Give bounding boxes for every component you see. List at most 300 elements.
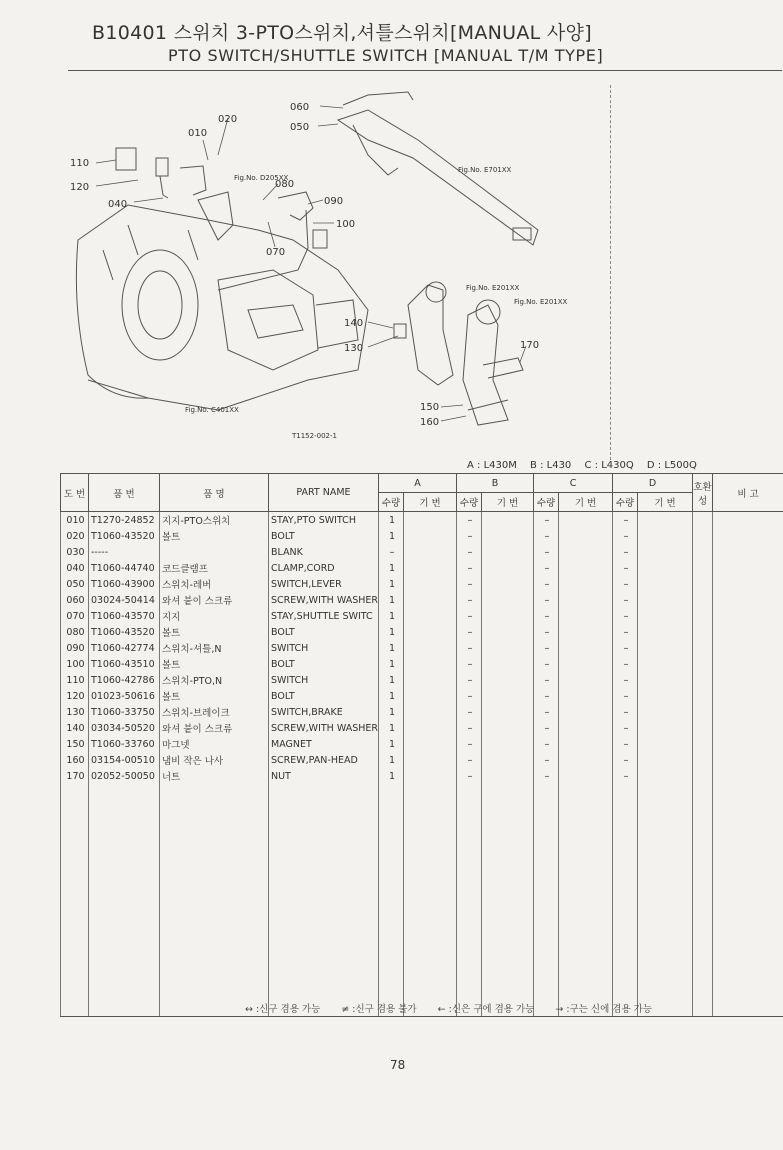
callout-160: 160 — [420, 417, 440, 428]
cell-base-d — [638, 608, 693, 624]
cell-compat — [693, 768, 713, 784]
cell-remarks — [713, 720, 783, 736]
cell-part-name: SCREW,WITH WASHER — [269, 720, 379, 736]
cell-base-a — [404, 672, 457, 688]
cell-remarks — [713, 544, 783, 560]
header-part-no: 품 번 — [89, 474, 160, 512]
filler-cell — [89, 784, 160, 1017]
cell-compat — [693, 752, 713, 768]
filler-cell — [61, 784, 89, 1017]
table-row — [61, 736, 783, 752]
cell-qty-c: – — [534, 576, 559, 592]
callout-020: 020 — [218, 114, 238, 125]
model-d: D : L500Q — [646, 460, 697, 471]
cell-base-c — [559, 656, 613, 672]
filler-cell — [269, 784, 379, 1017]
header-qty-a: 수량 — [379, 493, 404, 512]
cell-figure-no: 120 — [61, 688, 89, 704]
cell-base-c — [559, 528, 613, 544]
cell-base-b — [482, 720, 534, 736]
header-group-c: C — [534, 474, 613, 493]
fig-ref-c401: Fig.No. C401XX — [185, 406, 239, 414]
cell-base-c — [559, 720, 613, 736]
cell-remarks — [713, 656, 783, 672]
cell-base-a — [404, 736, 457, 752]
filler-cell — [559, 784, 613, 1017]
cell-name-ko: 너트 — [160, 768, 269, 784]
cell-base-a — [404, 640, 457, 656]
fig-ref-e201-a: Fig.No. E201XX — [466, 284, 520, 292]
cell-qty-c: – — [534, 608, 559, 624]
cell-qty-d: – — [613, 704, 638, 720]
cell-figure-no: 020 — [61, 528, 89, 544]
cell-base-b — [482, 560, 534, 576]
cell-figure-no: 040 — [61, 560, 89, 576]
cell-qty-c: – — [534, 656, 559, 672]
filler-cell — [713, 784, 783, 1017]
cell-base-b — [482, 576, 534, 592]
cell-qty-d: – — [613, 624, 638, 640]
header-base-c: 기 번 — [559, 493, 613, 512]
cell-part-no: T1060-43570 — [89, 608, 160, 624]
cell-remarks — [713, 592, 783, 608]
cell-part-name: SWITCH,BRAKE — [269, 704, 379, 720]
callout-080: 080 — [275, 179, 295, 190]
cell-base-d — [638, 576, 693, 592]
cell-base-b — [482, 688, 534, 704]
cell-qty-a: 1 — [379, 512, 404, 529]
pto-switch-assembly — [116, 148, 327, 290]
cell-base-c — [559, 592, 613, 608]
cell-name-ko: 와셔 붙이 스크류 — [160, 720, 269, 736]
cell-name-ko: 스위치-레버 — [160, 576, 269, 592]
cell-figure-no: 070 — [61, 608, 89, 624]
cell-base-a — [404, 752, 457, 768]
cell-qty-d: – — [613, 736, 638, 752]
cell-base-d — [638, 592, 693, 608]
cell-qty-c: – — [534, 672, 559, 688]
cell-qty-b: – — [457, 576, 482, 592]
cell-qty-c: – — [534, 640, 559, 656]
cell-compat — [693, 688, 713, 704]
header-name-ko: 품 명 — [160, 474, 269, 512]
cell-part-no: T1060-42786 — [89, 672, 160, 688]
header-compatibility: 호환성 — [693, 474, 713, 512]
cell-qty-b: – — [457, 624, 482, 640]
cell-qty-b: – — [457, 512, 482, 529]
cell-remarks — [713, 608, 783, 624]
cell-base-a — [404, 704, 457, 720]
cell-name-ko: 스위치-PTO,N — [160, 672, 269, 688]
cell-qty-c: – — [534, 528, 559, 544]
cell-qty-c: – — [534, 704, 559, 720]
cell-compat — [693, 544, 713, 560]
cell-part-name: SWITCH,LEVER — [269, 576, 379, 592]
cell-compat — [693, 576, 713, 592]
cell-remarks — [713, 576, 783, 592]
cell-part-name: BLANK — [269, 544, 379, 560]
cell-part-no: T1060-43520 — [89, 624, 160, 640]
cell-part-no: T1060-42774 — [89, 640, 160, 656]
cell-base-b — [482, 512, 534, 529]
brake-switch-assembly — [394, 282, 523, 425]
cell-qty-d: – — [613, 720, 638, 736]
cell-part-name: SWITCH — [269, 640, 379, 656]
fig-ref-e701: Fig.No. E701XX — [458, 166, 512, 174]
table-row — [61, 608, 783, 624]
cell-remarks — [713, 704, 783, 720]
cell-qty-a: 1 — [379, 608, 404, 624]
cell-base-d — [638, 560, 693, 576]
table-row — [61, 624, 783, 640]
cell-remarks — [713, 528, 783, 544]
cell-qty-b: – — [457, 720, 482, 736]
cell-base-d — [638, 624, 693, 640]
header-part-name: PART NAME — [269, 474, 379, 512]
cell-qty-d: – — [613, 560, 638, 576]
cell-qty-b: – — [457, 640, 482, 656]
cell-compat — [693, 704, 713, 720]
cell-remarks — [713, 768, 783, 784]
cell-qty-a: 1 — [379, 688, 404, 704]
cell-qty-a: 1 — [379, 736, 404, 752]
cell-base-c — [559, 544, 613, 560]
cell-base-c — [559, 576, 613, 592]
cell-remarks — [713, 560, 783, 576]
legend-item: ≠ :신구 겸용 불가 — [341, 1004, 417, 1015]
cell-part-name: CLAMP,CORD — [269, 560, 379, 576]
cell-figure-no: 150 — [61, 736, 89, 752]
cell-qty-b: – — [457, 560, 482, 576]
cell-part-no: 01023-50616 — [89, 688, 160, 704]
cell-base-b — [482, 528, 534, 544]
table-row — [61, 672, 783, 688]
cell-qty-d: – — [613, 640, 638, 656]
cell-remarks — [713, 640, 783, 656]
cell-base-d — [638, 512, 693, 529]
cell-qty-d: – — [613, 608, 638, 624]
cell-remarks — [713, 752, 783, 768]
cell-qty-c: – — [534, 720, 559, 736]
cell-qty-d: – — [613, 544, 638, 560]
cell-qty-d: – — [613, 768, 638, 784]
cell-compat — [693, 656, 713, 672]
cell-figure-no: 030 — [61, 544, 89, 560]
filler-cell — [638, 784, 693, 1017]
cell-part-no: ----- — [89, 544, 160, 560]
header-qty-d: 수량 — [613, 493, 638, 512]
cell-figure-no: 090 — [61, 640, 89, 656]
cell-name-ko: 냄비 작은 나사 — [160, 752, 269, 768]
cell-remarks — [713, 688, 783, 704]
cell-base-a — [404, 688, 457, 704]
filler-cell — [404, 784, 457, 1017]
cell-figure-no: 080 — [61, 624, 89, 640]
cell-base-c — [559, 736, 613, 752]
table-row — [61, 720, 783, 736]
cell-part-no: T1270-24852 — [89, 512, 160, 529]
cell-qty-a: 1 — [379, 528, 404, 544]
cell-qty-d: – — [613, 592, 638, 608]
cell-part-name: BOLT — [269, 656, 379, 672]
cell-qty-a: 1 — [379, 704, 404, 720]
cell-base-c — [559, 624, 613, 640]
cell-part-name: SCREW,PAN-HEAD — [269, 752, 379, 768]
callout-170: 170 — [520, 340, 540, 351]
cell-qty-b: – — [457, 544, 482, 560]
cell-base-c — [559, 640, 613, 656]
callout-130: 130 — [344, 343, 364, 354]
cell-name-ko: 볼트 — [160, 688, 269, 704]
cell-qty-a: 1 — [379, 656, 404, 672]
callout-140: 140 — [344, 318, 364, 329]
compatibility-legend — [245, 1001, 670, 1015]
cell-part-no: T1060-43900 — [89, 576, 160, 592]
cell-compat — [693, 672, 713, 688]
table-row — [61, 544, 783, 560]
cell-qty-a: – — [379, 544, 404, 560]
table-row — [61, 640, 783, 656]
cell-name-ko: 지지 — [160, 608, 269, 624]
legend-item: → :구는 신에 겸용 가능 — [555, 1004, 652, 1015]
cell-base-a — [404, 512, 457, 529]
header-remarks: 비 고 — [713, 474, 783, 512]
callout-010: 010 — [188, 128, 208, 139]
cell-qty-b: – — [457, 608, 482, 624]
cell-qty-d: – — [613, 752, 638, 768]
cell-compat — [693, 736, 713, 752]
cell-qty-d: – — [613, 688, 638, 704]
legend-item: ↔ :신구 겸용 가능 — [245, 1004, 321, 1015]
cell-base-a — [404, 576, 457, 592]
filler-cell — [482, 784, 534, 1017]
cell-base-a — [404, 720, 457, 736]
cell-qty-d: – — [613, 512, 638, 529]
header-base-b: 기 번 — [482, 493, 534, 512]
model-legend — [467, 460, 707, 471]
table-row — [61, 752, 783, 768]
cell-base-c — [559, 688, 613, 704]
page-title-english: PTO SWITCH/SHUTTLE SWITCH [MANUAL T/M TYPE] — [168, 46, 604, 65]
table-row — [61, 768, 783, 784]
cell-name-ko — [160, 544, 269, 560]
fig-ref-e201-b: Fig.No. E201XX — [514, 298, 568, 306]
cell-name-ko: 스위치-브레이크 — [160, 704, 269, 720]
cell-base-c — [559, 768, 613, 784]
model-b: B : L430 — [530, 460, 572, 471]
cell-part-name: STAY,PTO SWITCH — [269, 512, 379, 529]
cell-base-b — [482, 624, 534, 640]
cell-part-name: STAY,SHUTTLE SWITC — [269, 608, 379, 624]
cell-base-c — [559, 560, 613, 576]
title-rule — [68, 70, 782, 71]
fig-ref-d205: Fig.No. D205XX — [234, 174, 289, 182]
cell-qty-c: – — [534, 752, 559, 768]
cell-qty-c: – — [534, 544, 559, 560]
parts-table-body — [61, 512, 783, 1017]
table-row — [61, 576, 783, 592]
cell-base-c — [559, 512, 613, 529]
cell-qty-b: – — [457, 736, 482, 752]
table-row — [61, 704, 783, 720]
cell-qty-c: – — [534, 512, 559, 529]
callout-120: 120 — [70, 182, 90, 193]
cell-base-d — [638, 720, 693, 736]
cell-qty-c: – — [534, 768, 559, 784]
diagram-divider — [610, 85, 611, 460]
callout-labels — [70, 102, 539, 428]
header-group-d: D — [613, 474, 693, 493]
cell-part-no: 02052-50050 — [89, 768, 160, 784]
cell-qty-a: 1 — [379, 624, 404, 640]
header-base-a: 기 번 — [404, 493, 457, 512]
cell-compat — [693, 608, 713, 624]
cell-base-d — [638, 688, 693, 704]
cell-qty-d: – — [613, 576, 638, 592]
callout-060: 060 — [290, 102, 310, 113]
cell-base-d — [638, 704, 693, 720]
cell-qty-c: – — [534, 688, 559, 704]
cell-qty-d: – — [613, 656, 638, 672]
cell-part-no: T1060-43520 — [89, 528, 160, 544]
cell-qty-b: – — [457, 768, 482, 784]
cell-base-a — [404, 608, 457, 624]
callout-050: 050 — [290, 122, 310, 133]
cell-base-d — [638, 752, 693, 768]
cell-figure-no: 050 — [61, 576, 89, 592]
header-base-d: 기 번 — [638, 493, 693, 512]
cell-qty-c: – — [534, 560, 559, 576]
parts-table — [60, 473, 783, 1017]
cell-qty-b: – — [457, 528, 482, 544]
header-figure-no: 도 번 — [61, 474, 89, 512]
cell-part-name: NUT — [269, 768, 379, 784]
cell-figure-no: 100 — [61, 656, 89, 672]
cell-part-no: T1060-33750 — [89, 704, 160, 720]
cell-base-d — [638, 528, 693, 544]
cell-figure-no: 160 — [61, 752, 89, 768]
cell-name-ko: 스위치-셔틀,N — [160, 640, 269, 656]
page-number: 78 — [390, 1058, 406, 1072]
cell-name-ko: 볼트 — [160, 528, 269, 544]
header-qty-c: 수량 — [534, 493, 559, 512]
cell-qty-a: 1 — [379, 576, 404, 592]
cell-part-name: BOLT — [269, 624, 379, 640]
cell-compat — [693, 624, 713, 640]
cell-qty-b: – — [457, 592, 482, 608]
cell-compat — [693, 512, 713, 529]
cell-base-b — [482, 672, 534, 688]
model-c: C : L430Q — [584, 460, 634, 471]
cell-qty-a: 1 — [379, 560, 404, 576]
cell-base-d — [638, 656, 693, 672]
figure-references — [185, 166, 568, 440]
cell-part-no: T1060-33760 — [89, 736, 160, 752]
cell-base-c — [559, 704, 613, 720]
cell-compat — [693, 720, 713, 736]
header-group-a: A — [379, 474, 457, 493]
table-row — [61, 592, 783, 608]
cell-qty-b: – — [457, 752, 482, 768]
cell-remarks — [713, 512, 783, 529]
filler-cell — [457, 784, 482, 1017]
table-row — [61, 528, 783, 544]
cell-qty-a: 1 — [379, 752, 404, 768]
cell-base-b — [482, 544, 534, 560]
cell-figure-no: 010 — [61, 512, 89, 529]
cell-qty-d: – — [613, 672, 638, 688]
cell-compat — [693, 560, 713, 576]
cell-base-c — [559, 608, 613, 624]
cell-qty-b: – — [457, 656, 482, 672]
cell-base-d — [638, 544, 693, 560]
cell-base-a — [404, 624, 457, 640]
cell-compat — [693, 528, 713, 544]
cell-part-name: BOLT — [269, 528, 379, 544]
cell-base-b — [482, 768, 534, 784]
table-row — [61, 512, 783, 529]
cell-figure-no: 110 — [61, 672, 89, 688]
cell-compat — [693, 640, 713, 656]
cell-base-b — [482, 736, 534, 752]
cell-part-name: BOLT — [269, 688, 379, 704]
filler-cell — [379, 784, 404, 1017]
filler-cell — [160, 784, 269, 1017]
cell-remarks — [713, 624, 783, 640]
cell-qty-d: – — [613, 528, 638, 544]
table-row — [61, 560, 783, 576]
table-filler-row — [61, 784, 783, 1017]
cell-base-d — [638, 672, 693, 688]
callout-leaders — [96, 106, 526, 421]
cell-base-a — [404, 592, 457, 608]
legend-item: ← :신은 구에 겸용 가능 — [437, 1004, 535, 1015]
cell-part-no: 03024-50414 — [89, 592, 160, 608]
table-row — [61, 688, 783, 704]
cell-base-a — [404, 528, 457, 544]
cell-qty-c: – — [534, 592, 559, 608]
cell-base-d — [638, 768, 693, 784]
cell-qty-c: – — [534, 624, 559, 640]
cell-base-a — [404, 768, 457, 784]
cell-figure-no: 170 — [61, 768, 89, 784]
cell-name-ko: 지지-PTO스위치 — [160, 512, 269, 529]
cell-qty-a: 1 — [379, 720, 404, 736]
header-qty-b: 수량 — [457, 493, 482, 512]
callout-100: 100 — [336, 219, 356, 230]
cell-base-b — [482, 608, 534, 624]
cell-qty-b: – — [457, 704, 482, 720]
cell-qty-b: – — [457, 672, 482, 688]
cell-base-a — [404, 656, 457, 672]
cell-name-ko: 와셔 붙이 스크류 — [160, 592, 269, 608]
cell-qty-a: 1 — [379, 672, 404, 688]
cell-figure-no: 130 — [61, 704, 89, 720]
cell-part-no: 03034-50520 — [89, 720, 160, 736]
cell-base-c — [559, 672, 613, 688]
drawing-code: T1152-002-1 — [292, 432, 337, 440]
cell-part-name: SWITCH — [269, 672, 379, 688]
callout-040: 040 — [108, 199, 128, 210]
cell-qty-b: – — [457, 688, 482, 704]
table-row — [61, 656, 783, 672]
callout-090: 090 — [324, 196, 344, 207]
cell-base-b — [482, 656, 534, 672]
cell-name-ko: 코드클램프 — [160, 560, 269, 576]
cell-part-name: MAGNET — [269, 736, 379, 752]
filler-cell — [693, 784, 713, 1017]
cell-base-a — [404, 560, 457, 576]
